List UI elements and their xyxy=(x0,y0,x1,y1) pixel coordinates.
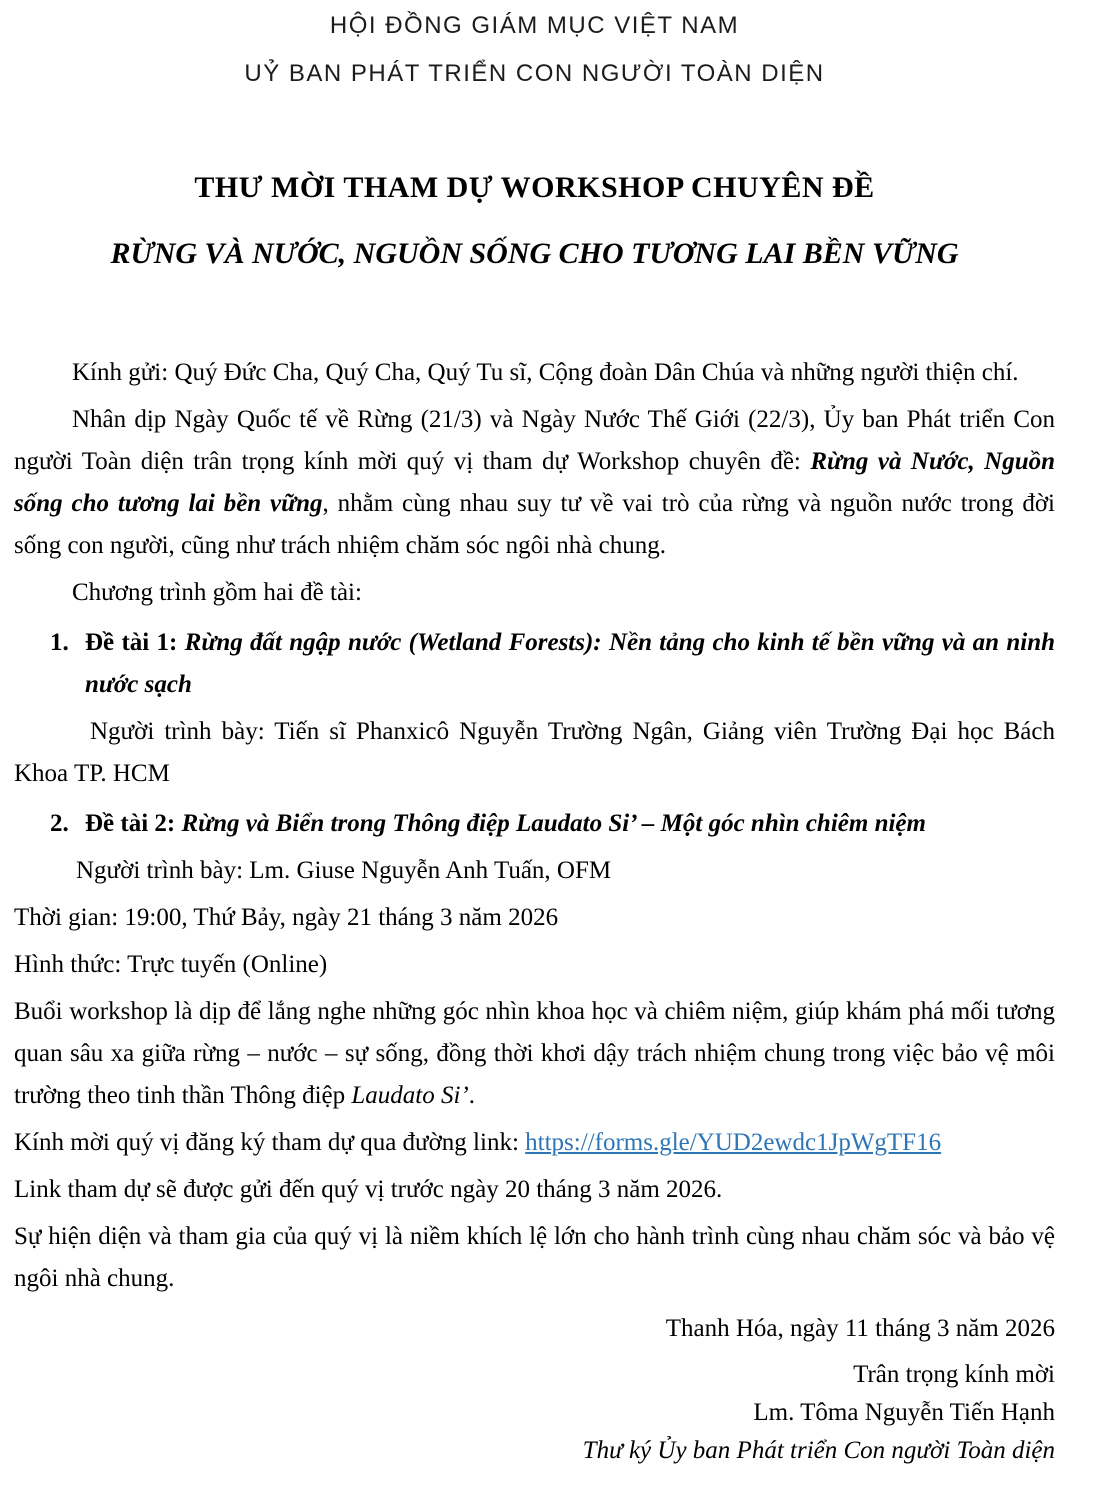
introduction-paragraph xyxy=(14,399,1055,567)
salutation-paragraph: Kính gửi: Quý Đức Cha, Quý Cha, Quý Tu sĩ, Cộng đoàn Dân Chúa và những người thiện chí. xyxy=(72,359,1019,386)
closing-paragraph: Sự hiện diện và tham gia của quý vị là niềm khích lệ lớn cho hành trình cùng nhau chăm sóc và bảo vệ ngôi nhà chung. xyxy=(14,1223,1055,1292)
topic-1-title: Rừng đất ngập nước (Wetland Forests): Nền tảng cho kinh tế bền vững và an ninh nước sạch xyxy=(85,629,1056,698)
format-line: Hình thức: Trực tuyến (Online) xyxy=(14,951,328,978)
topic-item-2 xyxy=(14,803,1055,845)
link-delivery-line: Link tham dự sẽ được gửi đến quý vị trước ngày 20 tháng 3 năm 2026. xyxy=(14,1176,723,1203)
topic-2-title: Rừng và Biển trong Thông điệp Laudato Si’ – Một góc nhìn chiêm niệm xyxy=(181,810,926,837)
time-line: Thời gian: 19:00, Thứ Bảy, ngày 21 tháng 3 năm 2026 xyxy=(14,904,559,931)
description-paragraph xyxy=(14,991,1055,1117)
letterhead xyxy=(14,8,1055,92)
description-period: . xyxy=(468,1082,476,1109)
topic-1-label: Đề tài 1: xyxy=(85,629,178,656)
topic-2-presenter-line: Người trình bày: Lm. Giuse Nguyễn Anh Tuấn, OFM xyxy=(76,857,612,884)
signature-salutation: Trân trọng kính mời xyxy=(853,1361,1055,1388)
document-subtitle: RỪNG VÀ NƯỚC, NGUỒN SỐNG CHO TƯƠNG LAI BỀN VỮNG xyxy=(110,237,959,270)
signatory-name: Lm. Tôma Nguyễn Tiến Hạnh xyxy=(753,1399,1055,1426)
registration-text: Kính mời quý vị đăng ký tham dự qua đường link: xyxy=(14,1129,526,1156)
signature-block xyxy=(14,1356,1055,1470)
intro-text-after-theme: , nhằm cùng nhau suy tư về vai trò của rừng và nguồn nước trong đời sống con người, cũng như trách nhiệm chăm sóc ngôi nhà chung. xyxy=(14,490,1055,559)
dateline: Thanh Hóa, ngày 11 tháng 3 năm 2026 xyxy=(665,1315,1055,1342)
workshop-theme-emphasis: Rừng và Nước, Nguồn sống cho tương lai bền vững xyxy=(14,448,1056,517)
topic-2-number: 2. xyxy=(50,810,69,837)
encyclical-name: Laudato Si’ xyxy=(351,1082,469,1109)
topic-2-label: Đề tài 2: xyxy=(85,810,176,837)
organization-name: HỘI ĐỒNG GIÁM MỤC VIỆT NAM xyxy=(329,12,740,39)
description-text: Buổi workshop là dịp để lắng nghe những góc nhìn khoa học và chiêm niệm, giúp khám phá mối tương quan sâu xa giữa rừng – nước – sự sống, đồng thời khơi dậy trách nhiệm chung trong việc bảo vệ môi trường theo tinh thần Thông điệp xyxy=(14,998,1055,1109)
topic-1-number: 1. xyxy=(50,629,69,656)
committee-name: UỶ BAN PHÁT TRIỂN CON NGƯỜI TOÀN DIỆN xyxy=(244,60,825,87)
program-intro-line: Chương trình gồm hai đề tài: xyxy=(72,579,362,606)
document-title: THƯ MỜI THAM DỰ WORKSHOP CHUYÊN ĐỀ xyxy=(194,171,875,204)
intro-text-before-theme: Nhân dịp Ngày Quốc tế về Rừng (21/3) và Ngày Nước Thế Giới (22/3), Ủy ban Phát triển Con người Toàn diện trân trọng kính mời quý vị tham dự Workshop chuyên đề: xyxy=(14,406,1055,475)
registration-line xyxy=(14,1122,1055,1164)
registration-form-link[interactable]: https://forms.gle/YUD2ewdc1JpWgTF16 xyxy=(525,1129,942,1156)
signatory-role: Thư ký Ủy ban Phát triển Con người Toàn diện xyxy=(582,1437,1055,1464)
topic-item-1 xyxy=(14,622,1055,706)
topic-1-presenter-line: Người trình bày: Tiến sĩ Phanxicô Nguyễn Trường Ngân, Giảng viên Trường Đại học Bách Khoa TP. HCM xyxy=(14,718,1055,787)
